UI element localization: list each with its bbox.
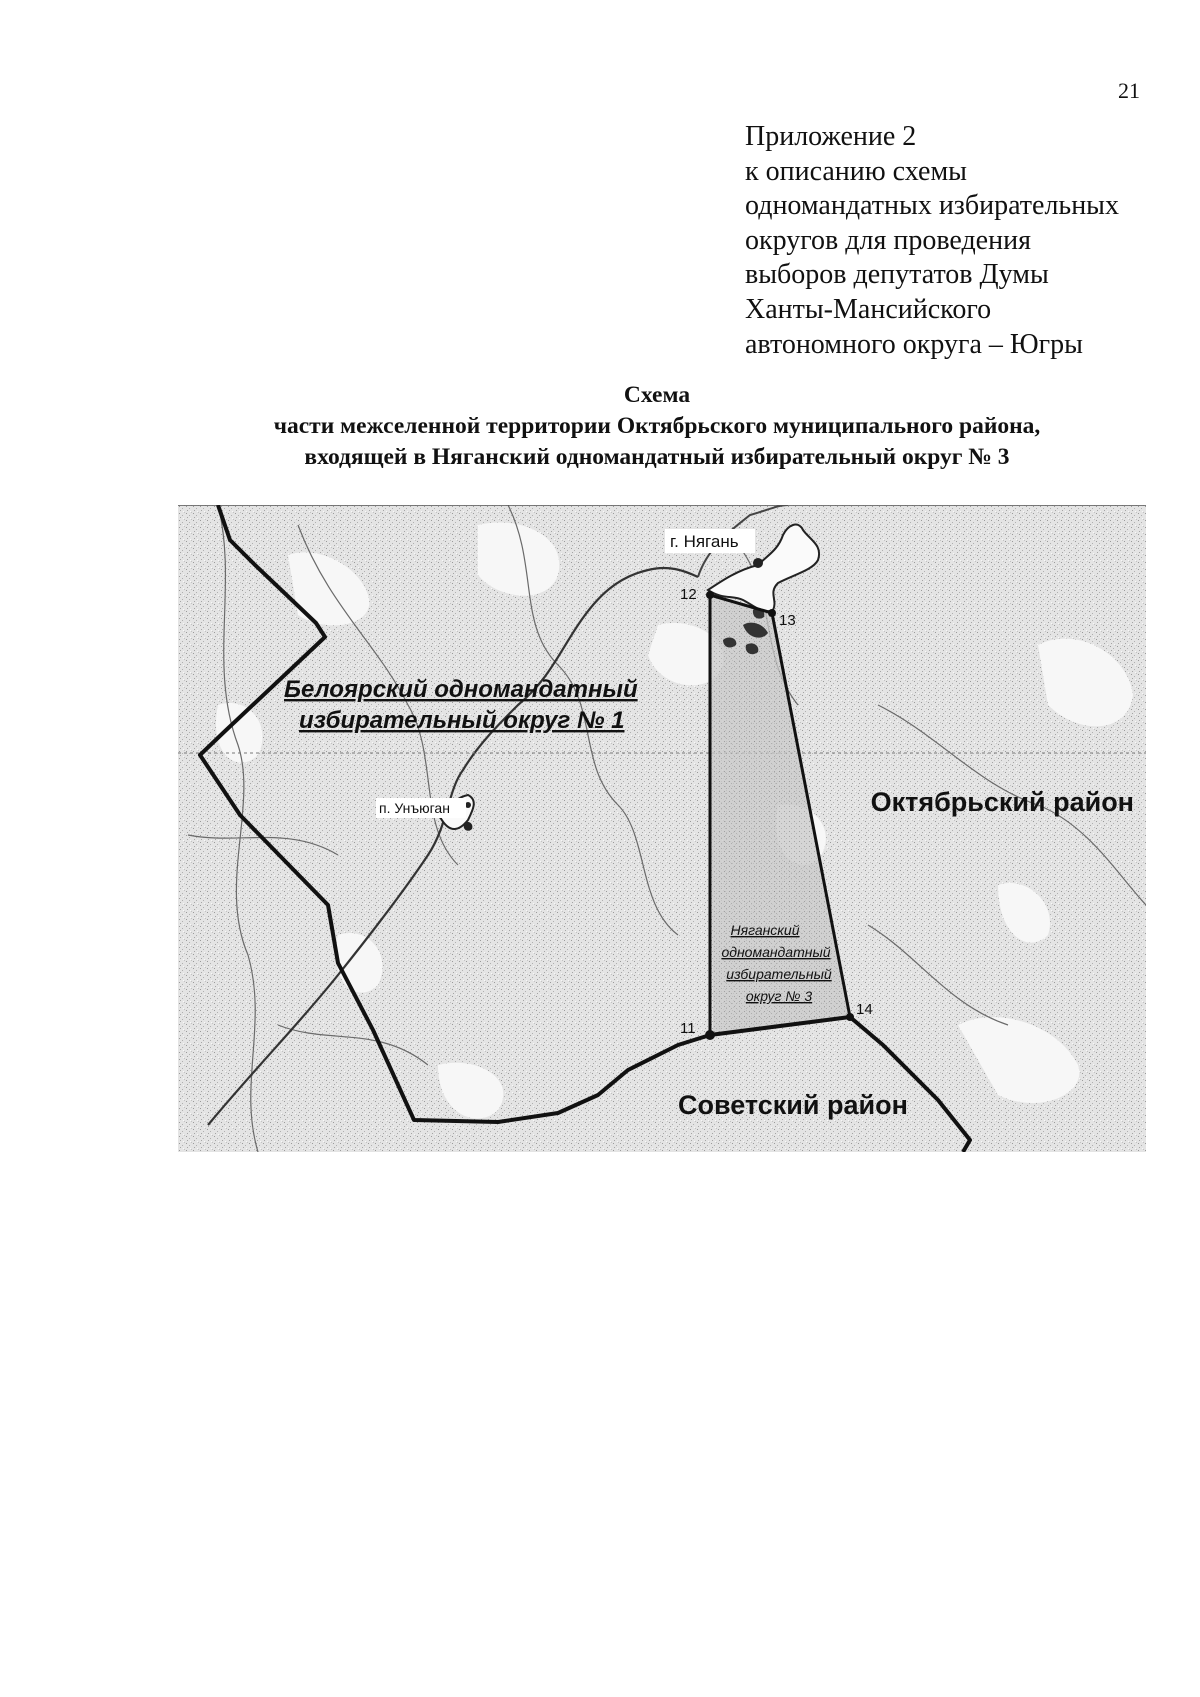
title-line-2: части межселенной территории Октябрьского муниципального района, — [273, 413, 1041, 439]
appendix-line: Приложение 2 — [745, 121, 917, 152]
region-south-label: Советский район — [678, 1090, 908, 1120]
appendix-line: к описанию схемы — [745, 155, 967, 187]
point-11-marker — [705, 1030, 715, 1040]
district-3-label-line-1: Няганский — [730, 922, 800, 938]
city-label: г. Нягань — [670, 532, 739, 551]
point-label-14: 14 — [856, 1001, 873, 1018]
appendix-line: выборов депутатов Думы — [745, 259, 1049, 291]
appendix-caption — [745, 120, 1119, 362]
page-number: 21 — [1118, 78, 1140, 103]
point-13-marker — [768, 609, 776, 617]
document-title — [0, 380, 1200, 473]
appendix-line: округов для проведения — [745, 224, 1031, 256]
district-map — [178, 505, 1146, 1152]
title-heading: Схема — [623, 382, 691, 408]
district-1-label-line-1: Белоярский одномандатный — [284, 676, 638, 703]
point-label-11: 11 — [680, 1020, 696, 1037]
district-3-label-line-2: одномандатный — [721, 944, 831, 960]
district-3-label-line-3: избирательный — [726, 966, 832, 982]
appendix-line: Ханты-Мансийского — [745, 293, 992, 325]
title-line-3: входящей в Няганский одномандатный избирательный округ № 3 — [304, 444, 1010, 470]
map-canvas — [178, 505, 1146, 1152]
district-3-label-line-4: округ № 3 — [745, 988, 813, 1004]
appendix-line: автономного округа – Югры — [745, 328, 1083, 360]
point-14-marker — [846, 1013, 854, 1021]
district-1-label-line-2: избирательный округ № 1 — [299, 707, 625, 734]
point-label-12: 12 — [680, 586, 697, 603]
appendix-line: одномандатных избирательных — [745, 190, 1119, 222]
point-label-13: 13 — [779, 612, 796, 629]
settlement-label: п. Унъюган — [379, 800, 450, 816]
region-east-label: Октябрьский район — [870, 787, 1134, 817]
point-12-marker — [706, 591, 714, 599]
